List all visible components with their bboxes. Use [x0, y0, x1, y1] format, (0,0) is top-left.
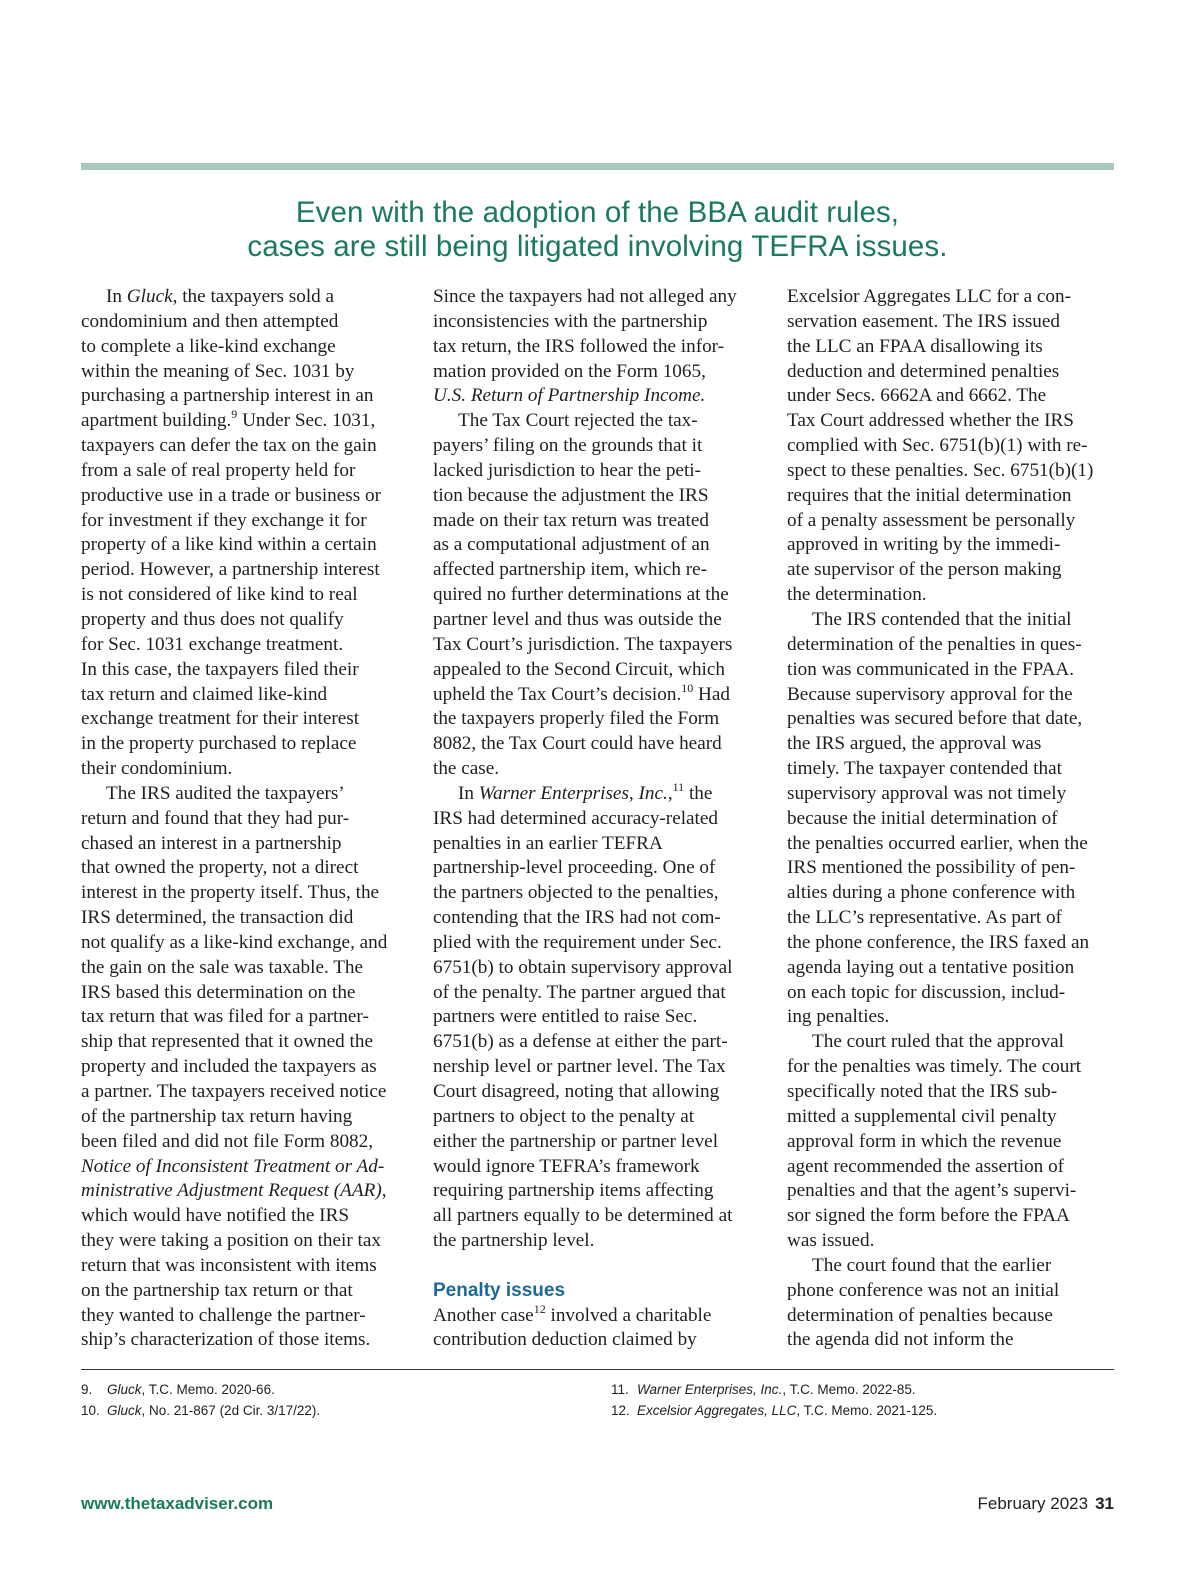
text-line: approved in writing by the immedi-	[787, 534, 1061, 556]
text-line: agenda laying out a tentative position	[787, 956, 1075, 978]
text-line: ministrative Adjustment Request (AAR),	[81, 1180, 387, 1202]
text-line: a partner. The taxpayers received notice	[81, 1081, 387, 1102]
text-line: the determination.	[787, 584, 927, 606]
text-line: the partnership level.	[433, 1230, 595, 1252]
pull-quote	[81, 196, 1114, 264]
text-line: Another case$^{12}$ involved a charitable	[433, 1301, 712, 1326]
text-line: on each topic for discussion, includ-	[787, 981, 1066, 1003]
text-line: plied with the requirement under Sec.	[433, 931, 722, 953]
text-line: ship that represented that it owned the	[81, 1031, 373, 1053]
text-line: lacked jurisdiction to hear the peti-	[433, 459, 701, 481]
text-line: taxpayers can defer the tax on the gain	[81, 435, 377, 457]
text-line: they wanted to challenge the partner-	[81, 1304, 366, 1326]
text-line: the LLC an FPAA disallowing its	[787, 335, 1043, 357]
text-line: the LLC’s representative. As part of	[787, 907, 1062, 929]
text-line: been filed and did not file Form 8082,	[81, 1130, 374, 1152]
text-line: property and included the taxpayers as	[81, 1056, 377, 1078]
text-line: The IRS contended that the initial	[812, 608, 1072, 630]
text-line: determination of the penalties in ques-	[787, 633, 1082, 655]
text-line: nership level or partner level. The Tax	[433, 1056, 726, 1078]
text-line: tax return and claimed like-kind	[81, 683, 328, 705]
text-line: was issued.	[787, 1230, 875, 1252]
text-line: specifically noted that the IRS sub-	[787, 1081, 1058, 1102]
text-line: all partners equally to be determined at	[433, 1205, 733, 1227]
text-line: they were taking a position on their tax	[81, 1230, 381, 1252]
text-line: their condominium.	[81, 758, 233, 780]
text-line: return and found that they had pur-	[81, 807, 350, 829]
page-number: 31	[1095, 1494, 1114, 1513]
text-line: chased an interest in a partnership	[81, 832, 342, 854]
text-line: IRS determined, the transaction did	[81, 907, 354, 929]
text-line: penalties was secured before that date,	[787, 708, 1083, 730]
text-line: is not considered of like kind to real	[81, 584, 358, 606]
text-line: the penalties occurred earlier, when the	[787, 832, 1088, 854]
case-name: Gluck	[126, 286, 173, 307]
text-line: IRS based this determination on the	[81, 981, 356, 1003]
text-line: 6751(b) as a defense at either the part-	[433, 1031, 728, 1053]
text-line: for the penalties was timely. The court	[787, 1056, 1082, 1078]
text-line: quired no further determinations at the	[433, 584, 729, 606]
text-line: that owned the property, not a direct	[81, 857, 359, 879]
pull-quote-line: cases are still being litigated involving TEFRA issues.	[247, 230, 948, 263]
footer-issue	[978, 1494, 1115, 1514]
text-line: Because supervisory approval for the	[787, 683, 1073, 705]
text-line: In this case, the taxpayers filed their	[81, 658, 359, 680]
footnote-ref: 11	[672, 779, 685, 794]
text-line: which would have notified the IRS	[81, 1205, 350, 1227]
text-line: on the partnership tax return or that	[81, 1279, 353, 1301]
text-line: made on their tax return was treated	[433, 509, 709, 531]
text-line: of a penalty assessment be personally	[787, 509, 1076, 531]
case-name: Warner Enterprises, Inc.	[478, 782, 668, 804]
footnotes-left	[81, 1380, 320, 1421]
text-line: alties during a phone conference with	[787, 882, 1076, 904]
footnote-divider	[81, 1369, 1114, 1370]
text-line: Since the taxpayers had not alleged any	[433, 286, 737, 307]
footnote: 10. Gluck, No. 21-867 (2d Cir. 3/17/22).	[81, 1402, 321, 1418]
text-line: upheld the Tax Court’s decision.$^{10}$ Had	[433, 680, 731, 705]
text-line: within the meaning of Sec. 1031 by	[81, 360, 355, 382]
text-line: the agenda did not inform the	[787, 1329, 1014, 1351]
text-line: tion because the adjustment the IRS	[433, 484, 709, 506]
article-column-2	[433, 285, 773, 1353]
form-title: U.S. Return of Partnership Income.	[433, 385, 706, 407]
text-line: the taxpayers properly filed the Form	[433, 708, 720, 730]
text-line: The court ruled that the approval	[812, 1031, 1065, 1053]
text-line: deduction and determined penalties	[787, 360, 1060, 382]
text-line: partners to object to the penalty at	[433, 1105, 695, 1127]
text-line: exchange treatment for their interest	[81, 708, 360, 730]
text-line: The Tax Court rejected the tax-	[458, 410, 698, 432]
text-line: appealed to the Second Circuit, which	[433, 658, 725, 680]
text-line: The IRS audited the taxpayers’	[106, 782, 345, 804]
footnote: 12. Excelsior Aggregates, LLC, T.C. Memo. 2021-125.	[611, 1402, 938, 1418]
text-line: timely. The taxpayer contended that	[787, 758, 1062, 780]
footnote-ref: 12	[533, 1301, 546, 1316]
text-line: not qualify as a like-kind exchange, and	[81, 931, 388, 953]
text-line: phone conference was not an initial	[787, 1279, 1060, 1301]
text-line: partner level and thus was outside the	[433, 608, 722, 630]
text-line: for investment if they exchange it for	[81, 509, 367, 531]
text-line: partnership-level proceeding. One of	[433, 857, 716, 879]
text-line: contending that the IRS had not com-	[433, 907, 721, 929]
text-line: IRS mentioned the possibility of pen-	[787, 857, 1076, 879]
text-line: Tax Court addressed whether the IRS	[787, 410, 1074, 432]
text-line: approval form in which the revenue	[787, 1130, 1062, 1152]
text-line: tax return that was filed for a partner-	[81, 1006, 369, 1028]
text-line: mation provided on the Form 1065,	[433, 360, 706, 382]
text-line: agent recommended the assertion of	[787, 1155, 1065, 1177]
text-line: Excelsior Aggregates LLC for a con-	[787, 286, 1071, 307]
text-line: in the property purchased to replace	[81, 733, 357, 755]
text-line: requires that the initial determination	[787, 484, 1072, 506]
text-line: to complete a like-kind exchange	[81, 335, 336, 357]
text-line: In Gluck, the taxpayers sold a	[106, 286, 335, 307]
text-line: because the initial determination of	[787, 807, 1058, 829]
text-line: penalties in an earlier TEFRA	[433, 832, 663, 854]
paragraph-gap	[433, 1254, 773, 1279]
text-line: supervisory approval was not timely	[787, 782, 1067, 804]
text-line: complied with Sec. 6751(b)(1) with re-	[787, 435, 1088, 457]
text-line: either the partnership or partner level	[433, 1130, 719, 1152]
text-line: the IRS argued, the approval was	[787, 733, 1042, 755]
text-line: as a computational adjustment of an	[433, 534, 710, 556]
footnote-ref: 10	[681, 680, 694, 695]
text-line: partners were entitled to raise Sec.	[433, 1006, 698, 1028]
text-line: penalties and that the agent’s supervi-	[787, 1180, 1077, 1202]
text-line: tax return, the IRS followed the infor-	[433, 335, 725, 357]
form-title: ministrative Adjustment Request (AAR)	[81, 1180, 382, 1202]
footer-website-link[interactable]: www.thetaxadviser.com	[81, 1494, 274, 1513]
text-line: interest in the property itself. Thus, the	[81, 882, 380, 904]
text-line: apartment building.$^9$ Under Sec. 1031,	[81, 407, 376, 432]
text-line: servation easement. The IRS issued	[787, 310, 1061, 332]
text-line: return that was inconsistent with items	[81, 1254, 377, 1276]
text-line: sor signed the form before the FPAA	[787, 1205, 1070, 1227]
text-line: period. However, a partnership interest	[81, 559, 380, 581]
text-line: under Secs. 6662A and 6662. The	[787, 385, 1047, 407]
text-line: spect to these penalties. Sec. 6751(b)(1)	[787, 459, 1094, 481]
text-line: for Sec. 1031 exchange treatment.	[81, 633, 344, 655]
text-line: 8082, the Tax Court could have heard	[433, 733, 722, 755]
text-line: ship’s characterization of those items.	[81, 1329, 371, 1351]
text-line: The court found that the earlier	[812, 1254, 1052, 1276]
text-line: productive use in a trade or business or	[81, 484, 381, 506]
footnote: 9. Gluck, T.C. Memo. 2020-66.	[81, 1382, 275, 1397]
pull-quote-line: Even with the adoption of the BBA audit rules,	[295, 196, 900, 229]
text-line: the phone conference, the IRS faxed an	[787, 931, 1090, 953]
text-line: In Warner Enterprises, Inc.,$^{11}$ the	[458, 779, 713, 804]
text-line: IRS had determined accuracy-related	[433, 807, 719, 829]
issue-date: February 2023	[977, 1494, 1089, 1513]
text-line: from a sale of real property held for	[81, 459, 356, 481]
text-line: property and thus does not qualify	[81, 608, 344, 630]
text-line: ing penalties.	[787, 1006, 890, 1028]
text-line: mitted a supplemental civil penalty	[787, 1105, 1057, 1127]
article-column-1	[81, 285, 421, 1353]
text-line	[433, 384, 773, 409]
text-line: affected partnership item, which re-	[433, 559, 708, 581]
text-line: Tax Court’s jurisdiction. The taxpayers	[433, 633, 733, 655]
top-rule	[81, 163, 1114, 170]
text-line: Court disagreed, noting that allowing	[433, 1081, 720, 1102]
text-line: payers’ filing on the grounds that it	[433, 435, 703, 457]
section-heading: Penalty issues	[433, 1279, 566, 1301]
text-line: requiring partnership items affecting	[433, 1180, 714, 1202]
text-line: purchasing a partnership interest in an	[81, 385, 374, 407]
footnotes-right	[611, 1380, 937, 1421]
text-line: 6751(b) to obtain supervisory approval	[433, 956, 733, 978]
text-line: condominium and then attempted	[81, 310, 339, 332]
text-line: tion was communicated in the FPAA.	[787, 658, 1075, 680]
text-line: the gain on the sale was taxable. The	[81, 956, 364, 978]
footnote: 11. Warner Enterprises, Inc., T.C. Memo. 2022-85.	[611, 1382, 916, 1397]
text-line: the partners objected to the penalties,	[433, 882, 719, 904]
text-line: of the penalty. The partner argued that	[433, 981, 726, 1003]
text-line: of the partnership tax return having	[81, 1105, 353, 1127]
text-line: inconsistencies with the partnership	[433, 310, 708, 332]
text-line: ate supervisor of the person making	[787, 559, 1062, 581]
text-line: the case.	[433, 758, 500, 780]
text-line	[81, 1155, 421, 1180]
text-line: determination of penalties because	[787, 1304, 1053, 1326]
article-column-3	[787, 285, 1132, 1353]
form-title: Notice of Inconsistent Treatment or Ad-	[81, 1155, 385, 1177]
text-line: property of a like kind within a certain	[81, 534, 377, 556]
footnote-ref: 9	[231, 407, 238, 422]
text-line: would ignore TEFRA’s framework	[433, 1155, 700, 1177]
text-line: contribution deduction claimed by	[433, 1329, 697, 1351]
